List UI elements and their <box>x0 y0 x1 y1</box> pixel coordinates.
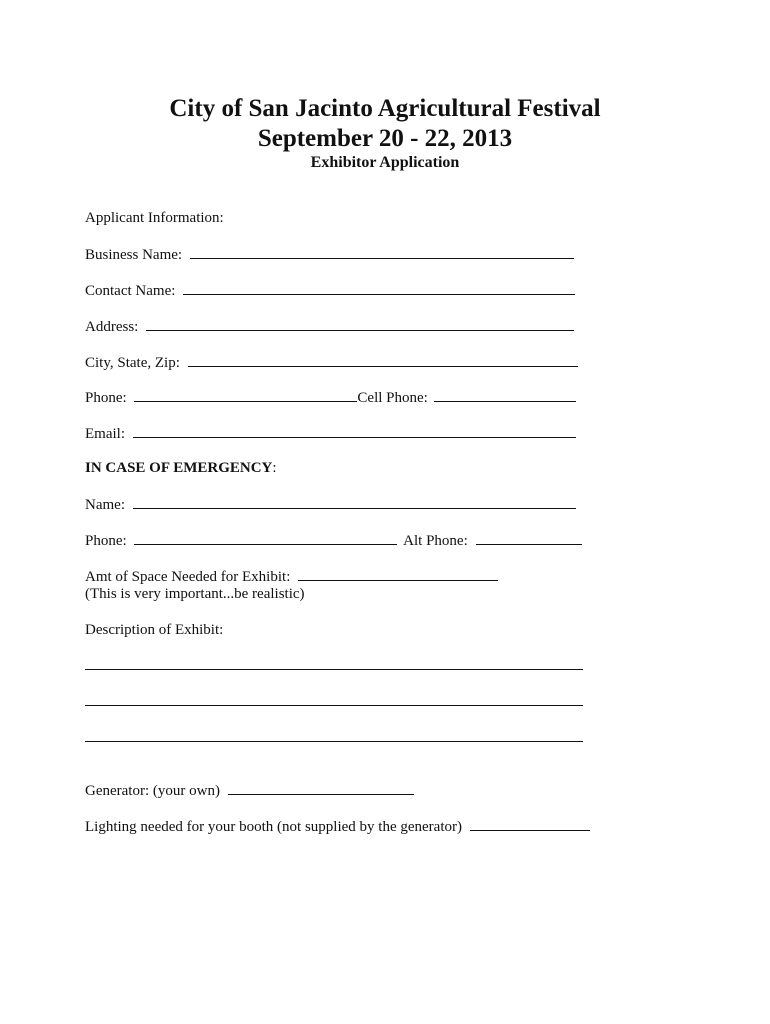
emergency-name-field[interactable] <box>133 495 576 509</box>
space-field[interactable] <box>298 567 498 581</box>
phone-row <box>85 388 576 407</box>
phone-label: Phone: <box>85 390 127 406</box>
city-state-zip-row <box>85 353 578 372</box>
email-row <box>85 424 576 443</box>
emergency-phone-field[interactable] <box>134 531 397 545</box>
cell-phone-field[interactable] <box>434 388 576 402</box>
applicant-section-heading: Applicant Information: <box>85 210 224 226</box>
generator-label: Generator: (your own) <box>85 783 220 799</box>
address-field[interactable] <box>146 317 574 331</box>
contact-name-label: Contact Name: <box>85 283 176 299</box>
emergency-heading-row <box>85 459 277 477</box>
email-field[interactable] <box>133 424 576 438</box>
document-title: City of San Jacinto Agricultural Festival <box>169 95 601 122</box>
emergency-phone-row <box>85 531 582 550</box>
city-state-zip-label: City, State, Zip: <box>85 355 180 371</box>
lighting-label: Lighting needed for your booth (not supplied by the generator) <box>85 819 462 835</box>
description-line-2[interactable] <box>85 705 583 706</box>
emergency-heading: IN CASE OF EMERGENCY <box>85 460 273 476</box>
event-dates: September 20 - 22, 2013 <box>257 125 513 152</box>
business-name-label: Business Name: <box>85 247 183 263</box>
space-row <box>85 567 498 586</box>
business-name-row <box>85 245 574 264</box>
address-row <box>85 317 574 336</box>
generator-field[interactable] <box>228 781 414 795</box>
contact-name-field[interactable] <box>183 281 575 295</box>
city-state-zip-field[interactable] <box>188 353 578 367</box>
business-name-field[interactable] <box>190 245 574 259</box>
lighting-field[interactable] <box>470 817 590 831</box>
description-line-1[interactable] <box>85 669 583 670</box>
description-label: Description of Exhibit: <box>85 622 224 638</box>
email-label: Email: <box>85 426 125 442</box>
emergency-name-label: Name: <box>85 497 125 513</box>
description-line-3[interactable] <box>85 741 583 742</box>
space-label: Amt of Space Needed for Exhibit: <box>85 569 291 585</box>
phone-field[interactable] <box>134 388 357 402</box>
alt-phone-field[interactable] <box>476 531 582 545</box>
alt-phone-label: Alt Phone: <box>403 533 468 549</box>
emergency-phone-label: Phone: <box>85 533 127 549</box>
form-subtitle: Exhibitor Application <box>310 154 460 171</box>
lighting-row <box>85 817 590 836</box>
contact-name-row <box>85 281 575 300</box>
emergency-heading-colon: : <box>272 460 277 476</box>
address-label: Address: <box>85 319 139 335</box>
space-note: (This is very important...be realistic) <box>85 586 305 602</box>
cell-phone-label: Cell Phone: <box>357 390 428 406</box>
emergency-name-row <box>85 495 576 514</box>
generator-row <box>85 781 414 800</box>
